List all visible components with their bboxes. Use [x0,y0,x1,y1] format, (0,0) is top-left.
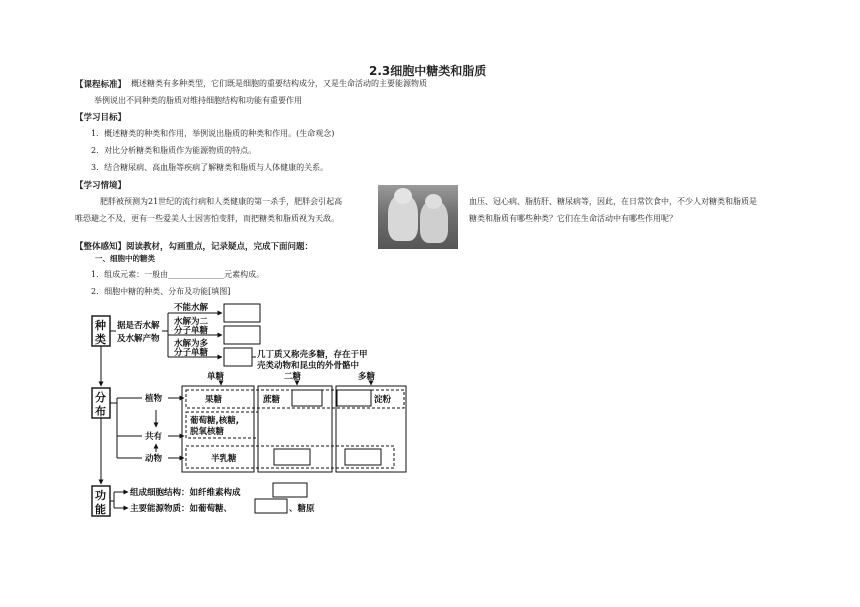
starch-label: 淀粉 [374,395,392,405]
question-elements: 1．组成元素：一般由______________元素构成。 [91,270,265,279]
glucose-ribose-line-2: 脱氧核糖 [190,427,225,437]
question-fill-diagram: 2．细胞中糖的种类、分布及功能[填图] [91,287,231,296]
overview-label: 【整体感知】阅读教材，勾画重点，记录疑点，完成下面问题： [75,242,314,252]
branch-polysaccharide-line-2: 分子单糖 [174,348,209,358]
blank-animal-polysaccharide[interactable] [345,449,381,465]
branch-disaccharide-line-1: 水解为二 [174,317,209,327]
situation-left-line-1: 肥胖被预测为21世纪的流行病和人类健康的第一杀手，肥胖会引起高 [100,197,343,206]
course-standard-line-2: 举例说出不同种类的脂质对维持细胞结构和功能有重要作用 [94,96,302,105]
situation-right-line-2: 糖类和脂质有哪些种类？它们在生命活动中有哪些作用呢？ [469,214,677,223]
function-energy-text: 主要能源物质：如葡萄糖、 [130,504,233,514]
situation-right-line-1: 血压、冠心病、脂肪肝、糖尿病等，因此，在日常饮食中，不少人对糖类和脂质是 [469,197,757,206]
blank-animal-disaccharide[interactable] [274,449,310,465]
course-standard-line-1: 概述糖类有多种类型，它们既是细胞的重要结构成分，又是生命活动的主要能源物质 [131,79,427,88]
chitin-note-line-2: 壳类动物和昆虫的外骨骼中 [257,361,360,371]
learning-goal-2: 2．对比分析糖类和脂质作为能源物质的特点。 [91,146,257,155]
learning-goal-3: 3．结合糖尿病、高血脂等疾病了解糖类和脂质与人体健康的关系。 [91,163,329,172]
blank-plant-polysaccharide[interactable] [337,390,371,406]
animal-label: 动物 [145,454,163,464]
page-title: 2.3细胞中糖类和脂质 [369,64,487,78]
blank-polysaccharide[interactable] [224,348,252,366]
distribution-box-char-2: 布 [95,405,106,418]
column-monosaccharide: 单糖 [207,372,225,382]
blank-cellulose-structure[interactable] [273,483,307,497]
distribution-box-char-1: 分 [95,391,106,404]
sucrose-label: 蔗糖 [263,395,281,405]
function-box-char-2: 能 [95,503,106,516]
blank-monosaccharide[interactable] [224,304,260,322]
plant-label: 植物 [145,394,163,404]
blank-disaccharide[interactable] [224,326,260,344]
shared-label: 共有 [145,432,163,442]
criteria-line-2: 及水解产物 [117,334,160,344]
branch-polysaccharide-line-1: 水解为多 [174,339,209,349]
chitin-note-line-1: 几丁质又称壳多糖，存在于甲 [257,350,368,360]
kind-box-char-1: 种 [95,319,106,332]
function-structure-text: 组成细胞结构：如纤维素构成 [130,488,241,498]
fructose-label: 果糖 [205,395,223,405]
section-carbohydrates-heading: 一、细胞中的糖类 [95,254,155,263]
situation-left-line-2: 唯恐避之不及，更有一些爱美人士因害怕变胖，而把糖类和脂质视为天敌。 [75,214,339,223]
kind-box-char-2: 类 [95,333,106,346]
branch-disaccharide-line-2: 分子单糖 [174,326,209,336]
blank-energy-sugar[interactable] [255,499,287,513]
blank-plant-disaccharide[interactable] [292,390,322,406]
learning-situation-label: 【学习情境】 [75,181,127,191]
column-disaccharide: 二糖 [284,372,302,382]
column-polysaccharide: 多糖 [358,372,376,382]
criteria-line-1: 据是否水解 [117,321,160,331]
branch-not-hydrolyzable: 不能水解 [174,303,209,313]
galactose-label: 半乳糖 [211,454,237,464]
glucose-ribose-line-1: 葡萄糖,核糖, [190,416,239,426]
function-box-char-1: 功 [95,489,106,502]
function-energy-end-text: 、糖原 [289,504,315,514]
course-standard-label: 【课程标准】 [75,80,127,90]
learning-goals-label: 【学习目标】 [75,113,127,123]
learning-goal-1: 1．概述糖类的种类和作用，举例说出脂质的种类和作用。(生命观念) [91,129,335,138]
